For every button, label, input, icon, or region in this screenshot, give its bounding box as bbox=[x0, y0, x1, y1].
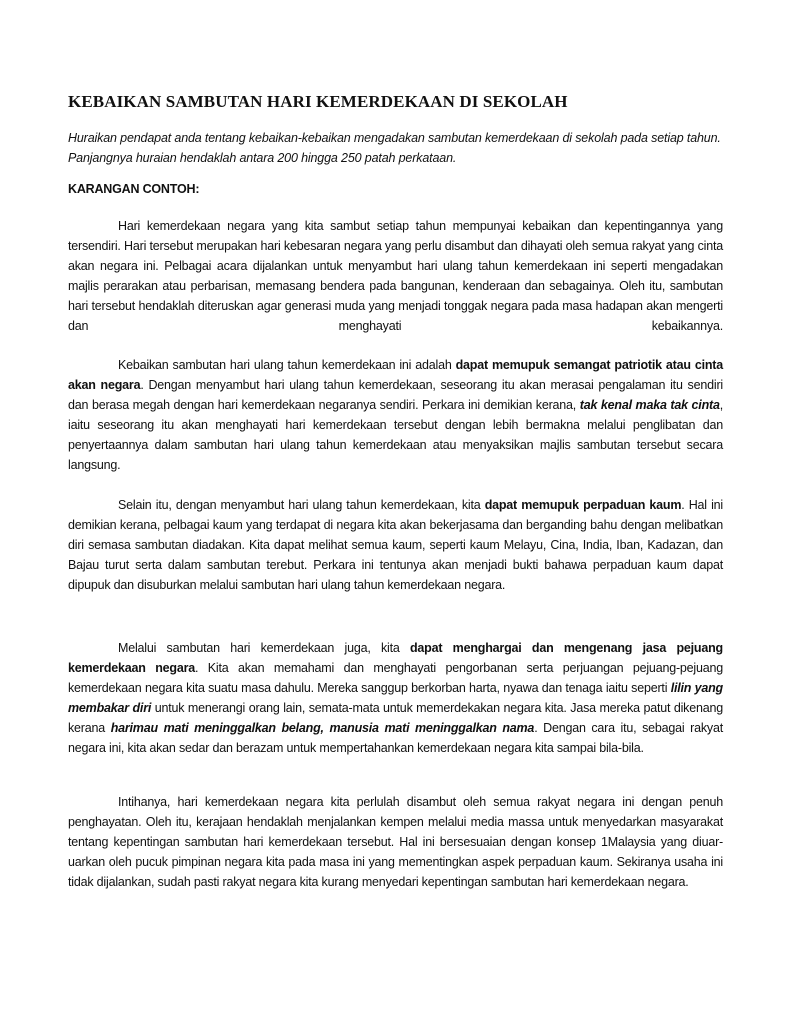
paragraph-introduction bbox=[68, 216, 723, 336]
essay-instruction: Huraikan pendapat anda tentang kebaikan-kebaikan mengadakan sambutan kemerdekaan di sekolah pada setiap tahun. Panjangnya huraian hendaklah antara 200 hingga 250 patah perkataan. bbox=[68, 131, 721, 165]
section-label: KARANGAN CONTOH: bbox=[68, 182, 200, 196]
text-segment: . Kita akan memahami dan menghayati pengorbanan serta perjuangan pejuang-pejuang kemerdekaan negara kita suatu masa dahulu. Mereka sanggup berkorban harta, nyawa dan tenaga iaitu seperti bbox=[68, 661, 723, 695]
text-segment: untuk menerangi orang lain, semata-mata untuk memerdekakan negara kita. Jasa mereka patut dikenang kerana bbox=[68, 701, 723, 735]
key-point: dapat memupuk semangat patriotik atau cinta akan negara bbox=[68, 358, 723, 392]
proverb: lilin yang membakar diri bbox=[68, 681, 723, 715]
text-segment: Melalui sambutan hari kemerdekaan juga, kita bbox=[118, 641, 410, 655]
paragraph-point-patriotism bbox=[68, 355, 723, 475]
text-segment: . Dengan cara itu, sebagai rakyat negara ini, kita akan sedar dan berazam untuk mempertahankan kemerdekaan negara kita sampai bila-bila. bbox=[68, 721, 723, 755]
proverb: harimau mati meninggalkan belang, manusia mati meninggalkan nama bbox=[110, 721, 535, 735]
text-segment: Selain itu, dengan menyambut hari ulang tahun kemerdekaan, kita bbox=[118, 498, 485, 512]
key-point: dapat menghargai dan mengenang jasa pejuang kemerdekaan negara bbox=[68, 641, 723, 675]
text-segment: Intihanya, hari kemerdekaan negara kita perlulah disambut oleh semua rakyat negara ini dengan penuh penghayatan. Oleh itu, kerajaan hendaklah menjalankan kempen melalui media massa untuk menyedarkan masyarakat tentang kepentingan sambutan hari kemerdekaan tersebut. Hal ini bersesuaian dengan konsep 1Malaysia yang diuar-uarkan oleh pucuk pimpinan negara kita pada masa ini yang mementingkan aspek perpaduan kaum. Sekiranya usaha ini tidak dijalankan, sudah pasti rakyat negara kita kurang menyedari kepentingan sambutan hari kemerdekaan negara. bbox=[68, 795, 723, 889]
paragraph-point-heroes bbox=[68, 638, 723, 758]
paragraph-point-unity bbox=[68, 495, 723, 595]
document-title: KEBAIKAN SAMBUTAN HARI KEMERDEKAAN DI SEKOLAH bbox=[68, 92, 568, 111]
key-point: dapat memupuk perpaduan kaum bbox=[484, 498, 682, 512]
paragraph-conclusion bbox=[68, 792, 723, 892]
text-segment: Kebaikan sambutan hari ulang tahun kemerdekaan ini adalah bbox=[118, 358, 456, 372]
text-segment: , iaitu seseorang itu akan menghayati hari kemerdekaan tersebut dengan lebih bermakna melalui penglibatan dan penyertaannya dalam sambutan hari ulang tahun kemerdekaan atau menyaksikan majlis sambutan tersebut secara langsung. bbox=[68, 398, 724, 472]
text-segment: Hari kemerdekaan negara yang kita sambut setiap tahun mempunyai kebaikan dan kepentingannya yang tersendiri. Hari tersebut merupakan hari kebesaran negara yang perlu disambut dan dihayati oleh semua rakyat yang cinta akan negara ini. Pelbagai acara dijalankan untuk menyambut hari ulang tahun kemerdekaan ini seperti mengadakan majlis perarakan atau perbarisan, memasang bendera pada bangunan, kenderaan dan sebagainya. Oleh itu, sambutan hari tersebut hendaklah diteruskan agar generasi muda yang menjadi tonggak negara pada masa hadapan akan mengerti dan menghayati kebaikannya. bbox=[68, 219, 723, 333]
proverb: tak kenal maka tak cinta bbox=[579, 398, 720, 412]
text-segment: . Dengan menyambut hari ulang tahun kemerdekaan, seseorang itu akan merasai pengalaman itu sendiri dan berasa megah dengan hari kemerdekaan negaranya sendiri. Perkara ini demikian kerana, bbox=[68, 378, 723, 412]
text-segment: . Hal ini demikian kerana, pelbagai kaum yang terdapat di negara kita akan bekerjasama dan berganding bahu dengan melibatkan diri semasa sambutan diadakan. Kita dapat melihat semua kaum, seperti kaum Melayu, Cina, India, Iban, Kadazan, dan Bajau turut serta dalam sambutan terebut. Perkara ini tentunya akan menjadi bukti bahawa perpaduan kaum dapat dipupuk dan disuburkan melalui sambutan hari ulang tahun kemerdekaan negara. bbox=[68, 498, 723, 592]
